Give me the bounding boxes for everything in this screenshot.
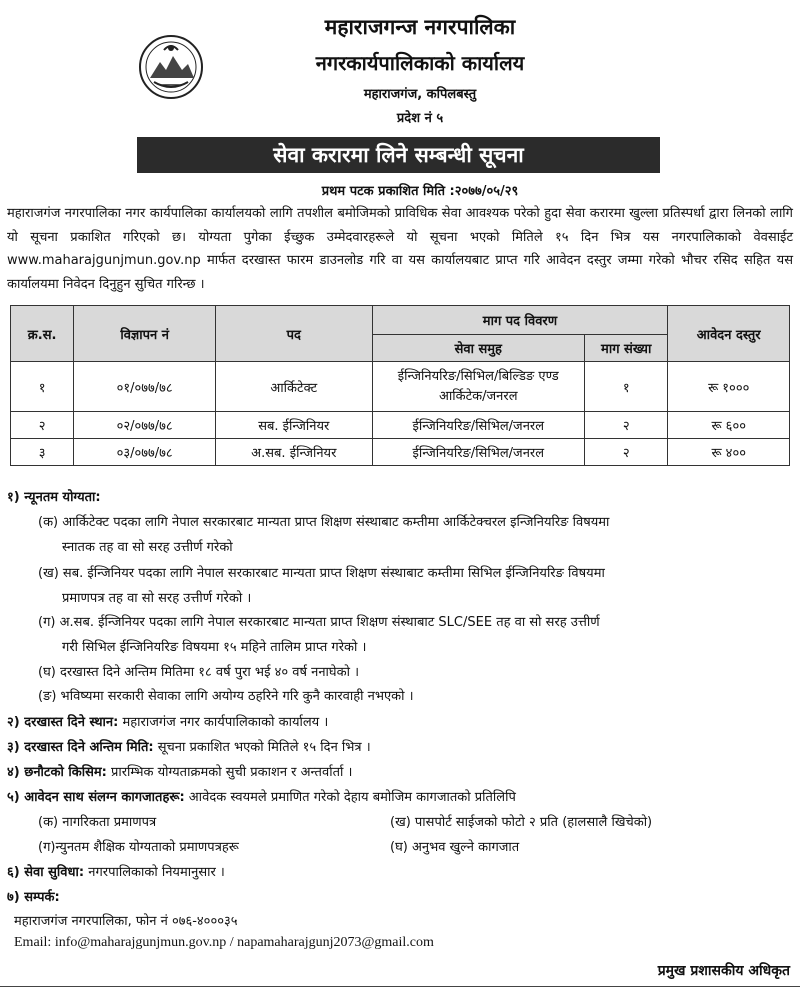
cell-demand-count: २ xyxy=(584,439,667,466)
application-place-value: महाराजगंज नगर कार्यपालिकाको कार्यालय । xyxy=(118,715,329,730)
contact-email: Email: info@maharajgunjmun.gov.np / napamaharajgunj2073@gmail.com xyxy=(14,935,434,950)
cell-fee: रू १००० xyxy=(668,362,790,412)
qualification-kha-line1: (ख) सब. ईन्जिनियर पदका लागि नेपाल सरकारबाट मान्यता प्राप्त शिक्षण संस्थाबाट कम्तीमा सिभिल ईन्जिनियरिङ विषयमा xyxy=(38,566,605,581)
selection-method-label: ४) छनौटको किसिम: xyxy=(7,765,107,780)
cell-fee: रू ४०० xyxy=(668,439,790,466)
office-address: महाराजगंज, कपिलबस्तु xyxy=(363,87,477,102)
service-facility-label: ६) सेवा सुविधा: xyxy=(7,865,85,880)
cell-service-group: ईन्जिनियरिङ/सिभिल/जनरल xyxy=(372,439,584,466)
cell-post: सब. ईन्जिनियर xyxy=(216,412,372,439)
service-facility-value: नगरपालिकाको नियमानुसार । xyxy=(84,865,225,880)
required-documents-label: ५) आवेदन साथ संलग्न कागजातहरू: xyxy=(7,790,185,805)
signatory-title: प्रमुख प्रशासकीय अधिकृत xyxy=(657,963,790,979)
col-header-fee: आवेदन दस्तुर xyxy=(668,306,790,362)
province-label: प्रदेश नं ५ xyxy=(396,111,444,126)
cell-sn: २ xyxy=(11,412,74,439)
selection-method-value: प्रारम्भिक योग्यताक्रमको सुची प्रकाशन र अन्तर्वार्ता । xyxy=(106,765,353,780)
cell-sn: ३ xyxy=(11,439,74,466)
required-documents-value: आवेदक स्वयमले प्रमाणित गरेको देहाय बमोजिम कागजातको प्रतिलिपि xyxy=(184,790,516,805)
table-row xyxy=(11,362,790,412)
cell-ad-no: ०१/०७७/७८ xyxy=(74,362,216,412)
qualification-gha: (घ) दरखास्त दिने अन्तिम मितिमा १८ वर्ष पुरा भई ४० वर्ष ननाघेको । xyxy=(38,665,360,680)
service-line-1: ईन्जिनियरिङ/सिभिल/बिल्डिङ एण्ड xyxy=(397,368,559,384)
col-header-demand-details: माग पद विवरण xyxy=(372,306,668,335)
cell-post: अ.सब. ईन्जिनियर xyxy=(216,439,372,466)
qualification-ga-line2: गरी सिभिल ईन्जिनियरिङ विषयमा १५ महिने तालिम प्राप्त गरेको । xyxy=(62,640,367,655)
table-row xyxy=(11,412,790,439)
service-facility xyxy=(7,862,225,880)
document-ka: (क) नागरिकता प्रमाणपत्र xyxy=(38,815,157,830)
cell-ad-no: ०३/०७७/७८ xyxy=(74,439,216,466)
cell-demand-count: २ xyxy=(584,412,667,439)
col-header-demand-count: माग संख्या xyxy=(584,335,667,362)
cell-post: आर्किटेक्ट xyxy=(216,362,372,412)
notice-title-banner: सेवा करारमा लिने सम्बन्धी सूचना xyxy=(137,137,660,173)
cell-fee: रू ६०० xyxy=(668,412,790,439)
cell-sn: १ xyxy=(11,362,74,412)
application-place-label: २) दरखास्त दिने स्थान: xyxy=(7,715,119,730)
bottom-divider xyxy=(0,986,800,987)
required-documents xyxy=(7,787,516,805)
qualification-title: १) न्यूनतम योग्यता: xyxy=(7,490,101,505)
col-header-sn: क्र.स. xyxy=(11,306,74,362)
col-header-service-group: सेवा समुह xyxy=(372,335,584,362)
office-name: नगरकार्यपालिकाको कार्यालय xyxy=(315,51,525,75)
qualification-nga: (ङ) भविष्यमा सरकारी सेवाका लागि अयोग्य ठहरिने गरि कुनै कारवाही नभएको । xyxy=(38,689,414,704)
col-header-post: पद xyxy=(216,306,372,362)
table-row xyxy=(11,439,790,466)
municipality-name: महाराजगन्ज नगरपालिका xyxy=(324,15,516,39)
application-deadline-value: सूचना प्रकाशित भएको मितिले १५ दिन भित्र । xyxy=(153,740,371,755)
vacancy-table xyxy=(10,305,790,466)
contact-label: ७) सम्पर्क: xyxy=(7,890,60,905)
qualification-kha-line2: प्रमाणपत्र तह वा सो सरह उत्तीर्ण गरेको । xyxy=(62,591,252,606)
cell-demand-count: १ xyxy=(584,362,667,412)
qualification-ka-line2: स्नातक तह वा सो सरह उत्तीर्ण गरेको xyxy=(62,540,233,555)
nepal-emblem-seal-icon xyxy=(138,34,204,100)
contact-phone: महाराजगंज नगरपालिका, फोन नं ०७६-४०००३५ xyxy=(14,914,238,929)
qualification-ka-line1: (क) आर्किटेक्ट पदका लागि नेपाल सरकारबाट मान्यता प्राप्त शिक्षण संस्थाबाट कम्तीमा आर्किटेक्चरल इन्जिनियरिङ विषयमा xyxy=(38,515,610,530)
selection-method xyxy=(7,762,352,780)
intro-paragraph: महाराजगंज नगरपालिका नगर कार्यपालिका कार्यालयको लागि तपशील बमोजिमको प्राविधिक सेवा आवश्यक परेको हुदा सेवा करारमा खुल्ला प्रतिस्पर्धा द्वारा लिनको लागि यो सूचना प्रकाशित गरिएको छ। योग्यता पुगेका ईच्छुक उम्मेदवारहरूले यो सूचना भएको मितिले १५ दिन भित्र यस नगरपालिकाको वेवसाईट www.maharajgunjmun.gov.np मार्फत दरखास्त फारम डाउनलोड गरि वा यस कार्यालयबाट प्राप्त गरि आवेदन दस्तुर जम्मा गरेको भौचर रसिद सहित यस कार्यालयमा निवेदन दिनुहुन सुचित गरिन्छ । xyxy=(7,206,793,292)
document-gha: (घ) अनुभव खुल्ने कागजात xyxy=(390,840,520,855)
application-deadline xyxy=(7,737,371,755)
col-header-ad-no: विज्ञापन नं xyxy=(74,306,216,362)
qualification-ga-line1: (ग) अ.सब. ईन्जिनियर पदका लागि नेपाल सरकारबाट मान्यता प्राप्त शिक्षण संस्थाबाट SLC/SEE तह वा सो सरह उत्तीर्ण xyxy=(38,615,600,630)
application-deadline-label: ३) दरखास्त दिने अन्तिम मिति: xyxy=(7,740,154,755)
document-kha: (ख) पासपोर्ट साईजको फोटो २ प्रति (हालसालै खिचेको) xyxy=(390,815,653,830)
cell-service-group xyxy=(372,362,584,412)
published-date: प्रथम पटक प्रकाशित मिति :२०७७/०५/२९ xyxy=(321,184,519,199)
application-place xyxy=(7,712,328,730)
cell-service-group: ईन्जिनियरिङ/सिभिल/जनरल xyxy=(372,412,584,439)
service-line-2: आर्किटेक/जनरल xyxy=(438,388,518,404)
document-ga: (ग)न्युनतम शैक्षिक योग्यताको प्रमाणपत्रहरू xyxy=(38,840,239,855)
cell-ad-no: ०२/०७७/७८ xyxy=(74,412,216,439)
